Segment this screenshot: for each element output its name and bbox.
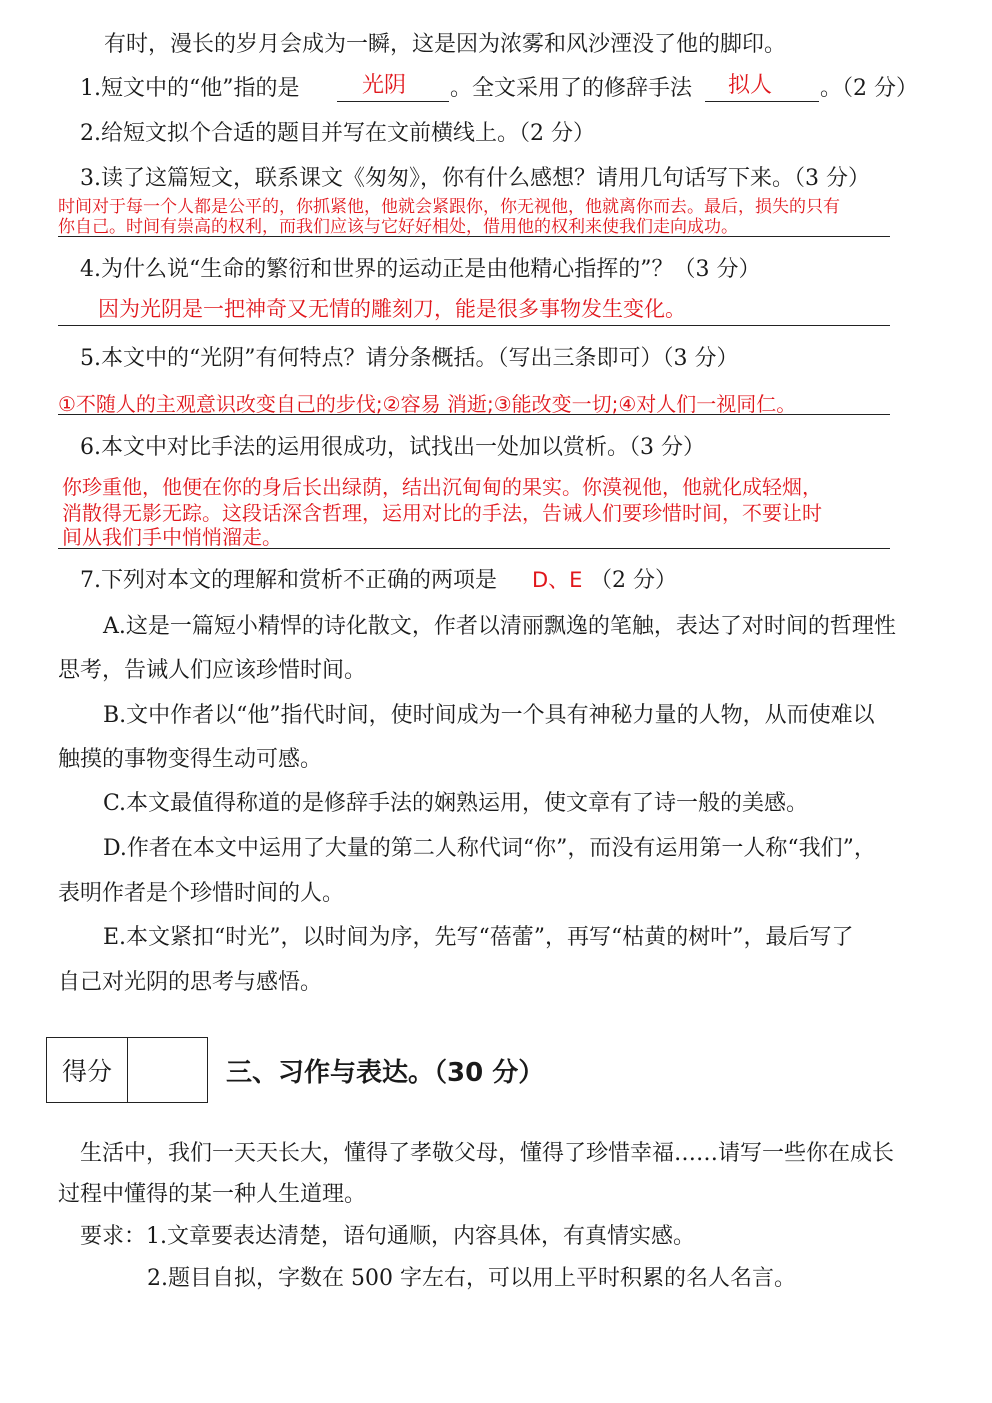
q7-option-b-line2: 触摸的事物变得生动可感。 (58, 747, 323, 772)
q1-answer1: 光阴 (362, 73, 407, 98)
section3-title: 三、习作与表达。（30 分） (226, 1058, 545, 1088)
q7-option-a-line2: 思考，告诫人们应该珍惜时间。 (58, 658, 367, 683)
q1-answer2-underline (705, 101, 819, 102)
q5-answer-line (58, 414, 890, 415)
q4-answer: 因为光阴是一把神奇又无情的雕刻刀，能是很多事物发生变化。 (98, 297, 686, 321)
q2-text: 2.给短文拟个合适的题目并写在文前横线上。（2 分） (80, 121, 595, 146)
q6-text: 6.本文中对比手法的运用很成功，试找出一处加以赏析。（3 分） (80, 435, 705, 460)
q7-option-d-line2: 表明作者是个珍惜时间的人。 (58, 881, 345, 906)
q1-text-part3: 。（2 分） (820, 76, 918, 101)
score-label: 得分 (47, 1038, 128, 1102)
q7-text: 7.下列对本文的理解和赏析不正确的两项是 (80, 568, 497, 593)
q6-answer-line1: 你珍重他，他便在你的身后长出绿荫，结出沉甸甸的果实。你漠视他，他就化成轻烟， (62, 475, 822, 499)
q1-text-part2: 。全文采用了的修辞手法 (450, 76, 693, 101)
q3-text: 3.读了这篇短文，联系课文《匆匆》，你有什么感想？请用几句话写下来。（3 分） (80, 166, 870, 191)
q3-answer-line2: 你自己。时间有崇高的权利，而我们应该与它好好相处，借用他的权利来使我们走向成功。 (58, 217, 738, 237)
q7-option-e-line2: 自己对光阴的思考与感悟。 (58, 970, 323, 995)
q4-answer-line (58, 325, 890, 326)
q4-text: 4.为什么说“生命的繁衍和世界的运动正是由他精心指挥的”？（3 分） (80, 257, 761, 282)
section3-prompt-line2: 过程中懂得的某一种人生道理。 (58, 1182, 367, 1207)
q7-score: （2 分） (590, 568, 677, 593)
section3-requirement-2: 2.题目自拟，字数在 500 字左右，可以用上平时积累的名人名言。 (147, 1266, 796, 1291)
intro-line: 有时，漫长的岁月会成为一瞬，这是因为浓雾和风沙湮没了他的脚印。 (104, 32, 787, 57)
q1-answer1-underline (337, 101, 449, 102)
q1-text-part1: 1.短文中的“他”指的是 (80, 76, 300, 101)
q7-option-b-line1: B.文中作者以“他”指代时间，使时间成为一个具有神秘力量的人物，从而使难以 (103, 703, 875, 728)
q5-text: 5.本文中的“光阴”有何特点？请分条概括。（写出三条即可）（3 分） (80, 346, 739, 371)
q5-answer: ①不随人的主观意识改变自己的步伐;②容易 消逝;③能改变一切;④对人们一视同仁。 (58, 392, 797, 416)
section3-requirement-1: 要求：1.文章要表达清楚，语句通顺，内容具体，有真情实感。 (80, 1224, 695, 1249)
q6-answer-line3: 间从我们手中悄悄溜走。 (62, 525, 282, 549)
q7-option-e-line1: E.本文紧扣“时光”，以时间为序，先写“蓓蕾”，再写“枯黄的树叶”，最后写了 (103, 925, 854, 950)
q3-answer-line (58, 236, 890, 237)
q7-option-a-line1: A.这是一篇短小精悍的诗化散文，作者以清丽飘逸的笔触，表达了对时间的哲理性 (103, 614, 896, 639)
q6-answer-line2: 消散得无影无踪。这段话深含哲理，运用对比的手法，告诫人们要珍惜时间，不要让时 (62, 501, 822, 525)
score-value-field[interactable] (128, 1038, 207, 1102)
q7-option-c-line1: C.本文最值得称道的是修辞手法的娴熟运用，使文章有了诗一般的美感。 (103, 791, 809, 816)
q1-answer2: 拟人 (728, 73, 773, 98)
q7-answer: D、E (532, 568, 583, 592)
q3-answer-line1: 时间对于每一个人都是公平的，你抓紧他，他就会紧跟你，你无视他，他就离你而去。最后，损失的只有 (58, 197, 840, 217)
q6-answer-line (58, 548, 890, 549)
section3-prompt-line1: 生活中，我们一天天长大，懂得了孝敬父母，懂得了珍惜幸福……请写一些你在成长 (80, 1141, 895, 1166)
score-box (46, 1037, 208, 1103)
q7-option-d-line1: D.作者在本文中运用了大量的第二人称代词“你”，而没有运用第一人称“我们”， (103, 836, 876, 861)
